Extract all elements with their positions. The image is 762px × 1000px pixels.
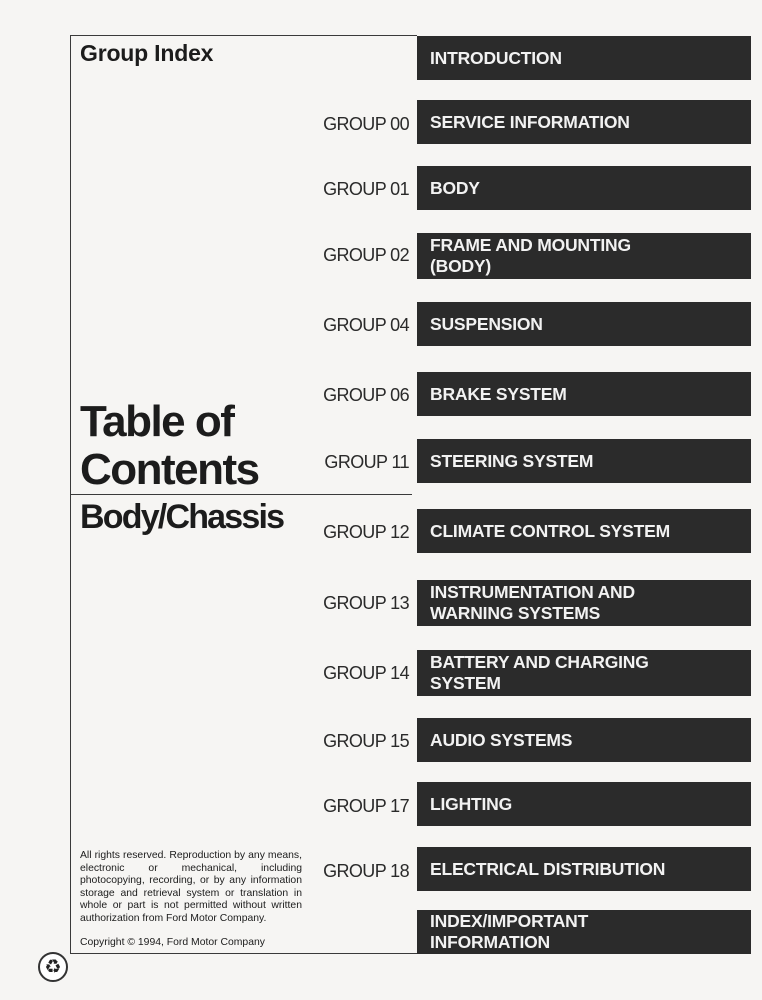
tab-body[interactable] — [417, 166, 751, 210]
toc-title-line-1: Table of — [80, 397, 234, 446]
group-number: GROUP 11 — [324, 452, 409, 472]
group-number: GROUP 02 — [323, 245, 409, 265]
tab-label: BATTERY AND CHARGING SYSTEM — [430, 652, 649, 693]
group-number: GROUP 15 — [323, 731, 409, 751]
tab-frame-and-mounting[interactable] — [417, 233, 751, 279]
tab-label: SERVICE INFORMATION — [430, 111, 630, 132]
tab-label: BODY — [430, 177, 480, 198]
tab-label: INDEX/IMPORTANT INFORMATION — [430, 911, 589, 952]
tab-label: INSTRUMENTATION AND WARNING SYSTEMS — [430, 582, 635, 623]
tab-instrumentation-and-warning[interactable] — [417, 580, 751, 626]
group-number: GROUP 12 — [323, 522, 409, 542]
tab-service-information[interactable] — [417, 100, 751, 144]
tab-label: SUSPENSION — [430, 313, 543, 334]
group-number: GROUP 18 — [323, 861, 409, 881]
group-index-heading: Group Index — [80, 40, 214, 66]
frame-top-rule — [70, 35, 417, 36]
tab-electrical-distribution[interactable] — [417, 847, 751, 891]
group-number: GROUP 06 — [323, 385, 409, 405]
tab-brake-system[interactable] — [417, 372, 751, 416]
recycle-icon: ♻ — [38, 952, 68, 982]
toc-title-line-2: Contents — [80, 445, 259, 494]
group-number: GROUP 04 — [323, 315, 409, 335]
tab-introduction[interactable] — [417, 36, 751, 80]
tab-label: BRAKE SYSTEM — [430, 383, 567, 404]
group-number: GROUP 00 — [323, 114, 409, 134]
tab-climate-control-system[interactable] — [417, 509, 751, 553]
tab-index-important-information[interactable] — [417, 910, 751, 954]
tab-label: FRAME AND MOUNTING (BODY) — [430, 235, 631, 276]
tab-steering-system[interactable] — [417, 439, 751, 483]
group-number: GROUP 01 — [323, 179, 409, 199]
tab-label: INTRODUCTION — [430, 47, 562, 68]
tab-lighting[interactable] — [417, 782, 751, 826]
tab-label: LIGHTING — [430, 793, 513, 814]
rights-notice: All rights reserved. Reproduction by any means, electronic or mechanical, including photocopying, recording, or by any information storage and retrieval system or translation in whole or part is not permitted without written authorization from Ford Motor Company. — [80, 850, 302, 924]
group-number: GROUP 17 — [323, 796, 409, 816]
copyright-notice: Copyright © 1994, Ford Motor Company — [80, 937, 265, 948]
tab-label: AUDIO SYSTEMS — [430, 729, 573, 750]
group-number: GROUP 14 — [323, 663, 409, 683]
tab-suspension[interactable] — [417, 302, 751, 346]
tab-label: STEERING SYSTEM — [430, 450, 594, 471]
title-divider-rule — [70, 494, 412, 495]
tab-label: ELECTRICAL DISTRIBUTION — [430, 858, 666, 879]
tab-audio-systems[interactable] — [417, 718, 751, 762]
frame-bottom-rule — [70, 953, 417, 954]
tab-label: CLIMATE CONTROL SYSTEM — [430, 520, 670, 541]
group-number: GROUP 13 — [323, 593, 409, 613]
toc-title — [80, 398, 259, 494]
tab-battery-and-charging[interactable] — [417, 650, 751, 696]
toc-subtitle: Body/Chassis — [80, 498, 284, 536]
